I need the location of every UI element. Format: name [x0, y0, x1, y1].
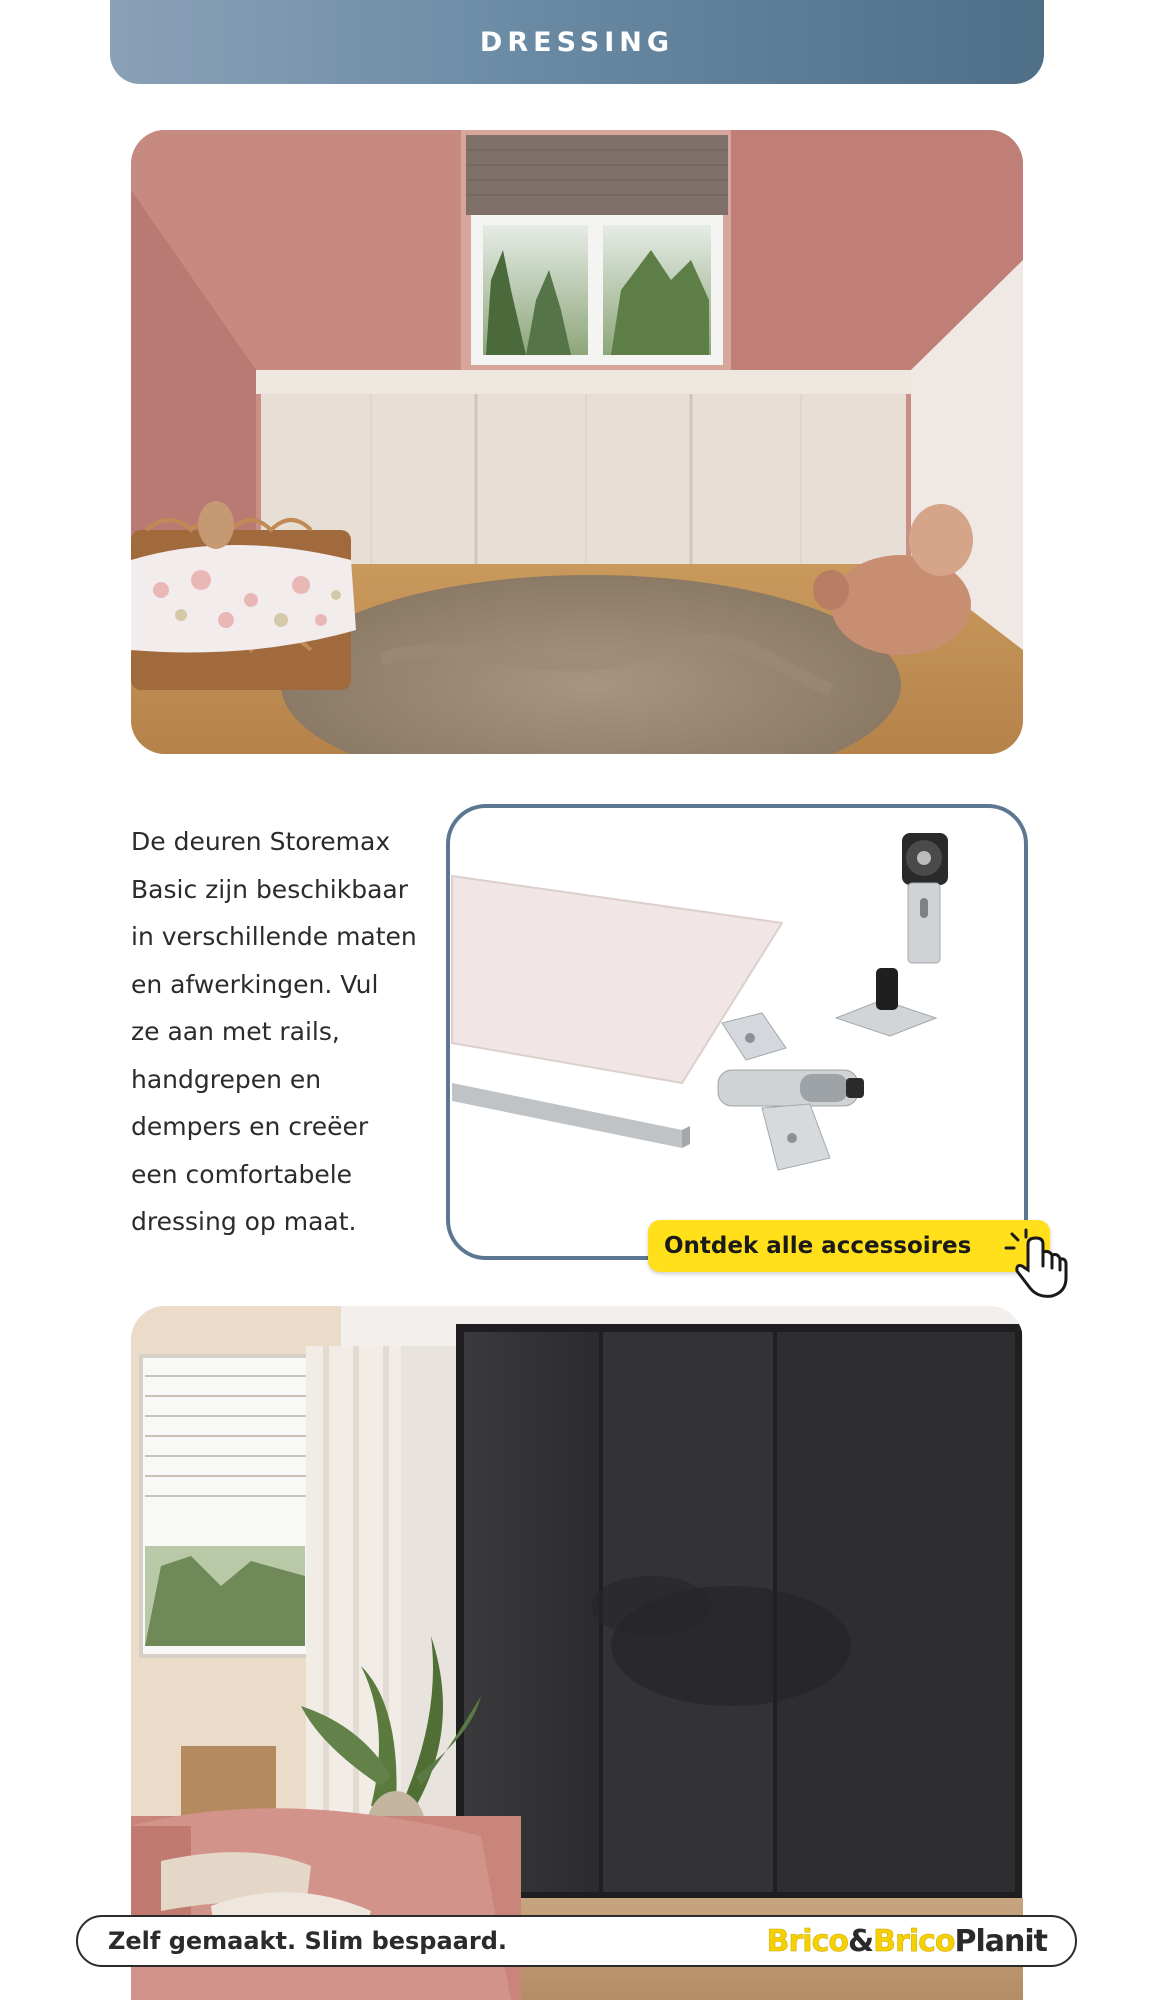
description-line: in verschillende maten	[131, 922, 417, 951]
cta-label: Ontdek alle accessoires	[664, 1233, 972, 1259]
description-line: en afwerkingen. Vul	[131, 969, 379, 999]
attic-bedroom-photo	[131, 130, 1023, 754]
description-line: dressing op maat.	[131, 1207, 357, 1236]
pointer-hand-icon	[1000, 1226, 1080, 1306]
description-line: een comfortabele	[131, 1159, 353, 1189]
product-description	[131, 818, 441, 1246]
brand-logo[interactable]	[767, 1924, 1047, 1959]
section-header	[110, 0, 1044, 84]
description-line: ze aan met rails,	[131, 1017, 340, 1046]
brand-word-brico-2: Brico	[873, 1923, 955, 1959]
description-line: handgrepen en	[131, 1064, 322, 1094]
brand-word-planit: Planit	[954, 1923, 1047, 1959]
footer-banner	[76, 1915, 1077, 1967]
section-title: DRESSING	[479, 26, 675, 58]
description-line: De deuren Storemax	[131, 827, 391, 856]
door-accessories-image	[450, 808, 1024, 1256]
discover-accessories-button[interactable]	[648, 1220, 1050, 1272]
brand-ampersand: &	[847, 1923, 874, 1959]
footer-slogan: Zelf gemaakt. Slim bespaard.	[108, 1927, 508, 1955]
description-line: Basic zijn beschikbaar	[131, 874, 409, 904]
description-line: dempers en creëer	[131, 1112, 369, 1141]
accessories-product-box[interactable]	[446, 804, 1028, 1260]
brand-word-brico: Brico	[766, 1923, 848, 1959]
bedroom-wardrobe-photo	[131, 1306, 1023, 2000]
